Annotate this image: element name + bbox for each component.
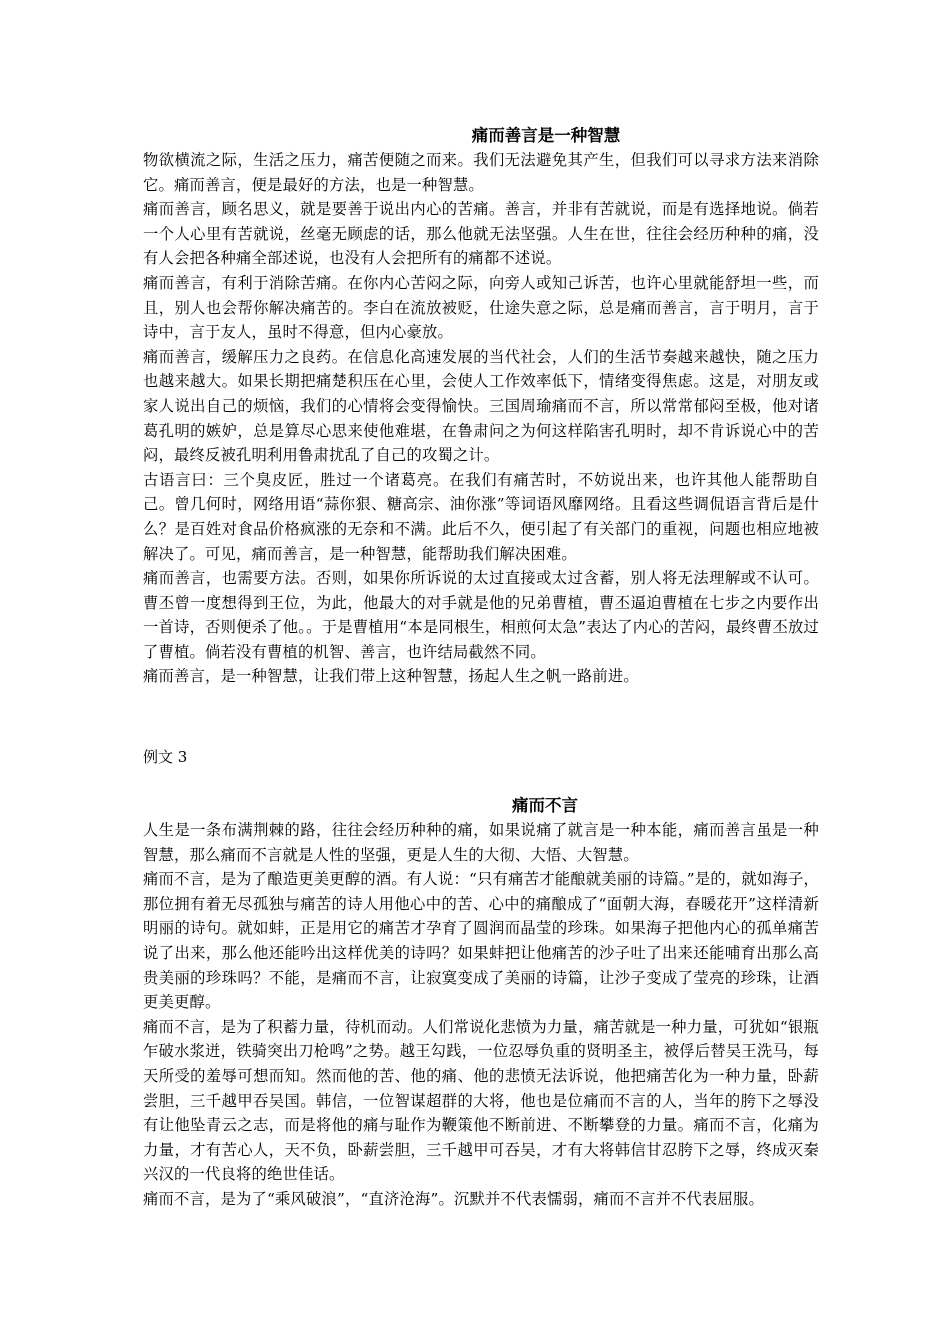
essay1-paragraph: 痛而善言，顾名思义，就是要善于说出内心的苦痛。善言，并非有苦就说，而是有选择地说。倘若一个人心里有苦就说，丝毫无顾虑的话，那么他就无法坚强。人生在世，往往会经历种种的痛，没有人会把各种痛全部述说，也没有人会把所有的痛都不述说。 [143,200,819,268]
essay2-paragraph: 痛而不言，是为了积蓄力量，待机而动。人们常说化悲愤为力量，痛苦就是一种力量，可犹如“银瓶乍破水浆迸，铁骑突出刀枪鸣”之势。越王勾践，一位忍辱负重的贤明圣主，被俘后替吴王洗马，每天所受的羞辱可想而知。然而他的苦、他的痛、他的悲愤无法诉说，他把痛苦化为一种力量，卧薪尝胆，三千越甲吞吴国。韩信，一位智谋超群的大将，他也是位痛而不言的人，当年的胯下之辱没有让他坠青云之志，而是将他的痛与耻作为鞭策他不断前进、不断攀登的力量。痛而不言，化痛为力量，才有苦心人，天不负，卧薪尝胆，三千越甲可吞吴，才有大将韩信甘忍胯下之辱，终成灭秦兴汉的一代良将的绝世佳话。 [143,1017,819,1184]
essay1-paragraph: 痛而善言，有利于消除苦痛。在你内心苦闷之际，向旁人或知己诉苦，也许心里就能舒坦一些，而且，别人也会帮你解决痛苦的。李白在流放被贬，仕途失意之际，总是痛而善言，言于明月，言于诗中，言于友人，虽时不得意，但内心豪放。 [143,273,819,342]
essay2-paragraph: 痛而不言，是为了酿造更美更醇的酒。有人说：“只有痛苦才能酿就美丽的诗篇。”是的，就如海子，那位拥有着无尽孤独与痛苦的诗人用他心中的苦、心中的痛酿成了“面朝大海，春暖花开”这样清新明丽的诗句。就如蚌，正是用它的痛苦才孕育了圆润而晶莹的珍珠。如果海子把他内心的孤单痛苦说了出来，那么他还能吟出这样优美的诗吗？如果蚌把让他痛苦的沙子吐了出来还能哺育出那么高贵美丽的珍珠吗？不能，是痛而不言，让寂寞变成了美丽的诗篇，让沙子变成了莹亮的珍珠，让酒更美更醇。 [143,870,819,1012]
essay1-paragraph: 古语言曰：三个臭皮匠，胜过一个诸葛亮。在我们有痛苦时，不妨说出来，也许其他人能帮助自己。曾几何时，网络用语“蒜你狠、糖高宗、油你涨”等词语风靡网络。且看这些调侃语言背后是什么？是百姓对食品价格疯涨的无奈和不满。此后不久，便引起了有关部门的重视，问题也相应地被解决了。可见，痛而善言，是一种智慧，能帮助我们解决困难。 [143,470,819,563]
essay2-paragraph: 人生是一条布满荆棘的路，往往会经历种种的痛，如果说痛了就言是一种本能，痛而善言虽是一种智慧，那么痛而不言就是人性的坚强，更是人生的大彻、大悟、大智慧。 [143,821,819,864]
essay1-paragraph: 痛而善言，是一种智慧，让我们带上这种智慧，扬起人生之帆一路前进。 [143,667,639,686]
essay2-paragraph: 痛而不言，是为了“乘风破浪”，“直济沧海”。沉默并不代表懦弱，痛而不言并不代表屈服。 [143,1189,764,1208]
essay1-paragraph: 痛而善言，缓解压力之良药。在信息化高速发展的当代社会，人们的生活节奏越来越快，随之压力也越来越大。如果长期把痛楚积压在心里，会使人工作效率低下，情绪变得焦虑。这是，对朋友或家人说出自己的烦恼，我们的心情将会变得愉快。三国周瑜痛而不言，所以常常郁闷至极，他对诸葛孔明的嫉妒，总是算尽心思来使他难堪，在鲁肃问之为何这样陷害孔明时，却不肯诉说心中的苦闷，最终反被孔明利用鲁肃扰乱了自己的攻蜀之计。 [143,347,819,465]
essay1-paragraph: 物欲横流之际，生活之压力，痛苦便随之而来。我们无法避免其产生，但我们可以寻求方法来消除它。痛而善言，便是最好的方法，也是一种智慧。 [143,151,819,194]
essay2-title: 痛而不言 [512,796,578,816]
essay1-title: 痛而善言是一种智慧 [471,126,621,145]
section-label: 例文 3 [143,748,188,767]
essay1-paragraph: 痛而善言，也需要方法。否则，如果你所诉说的太过直接或太过含蓄，别人将无法理解或不认可。曹丕曾一度想得到王位，为此，他最大的对手就是他的兄弟曹植，曹丕逼迫曹植在七步之内要作出一首诗，否则便杀了他。。于是曹植用“本是同根生，相煎何太急”表达了内心的苦闷，最终曹丕放过了曹植。倘若没有曹植的机智、善言，也许结局截然不同。 [143,569,819,661]
document-body [143,124,819,1212]
